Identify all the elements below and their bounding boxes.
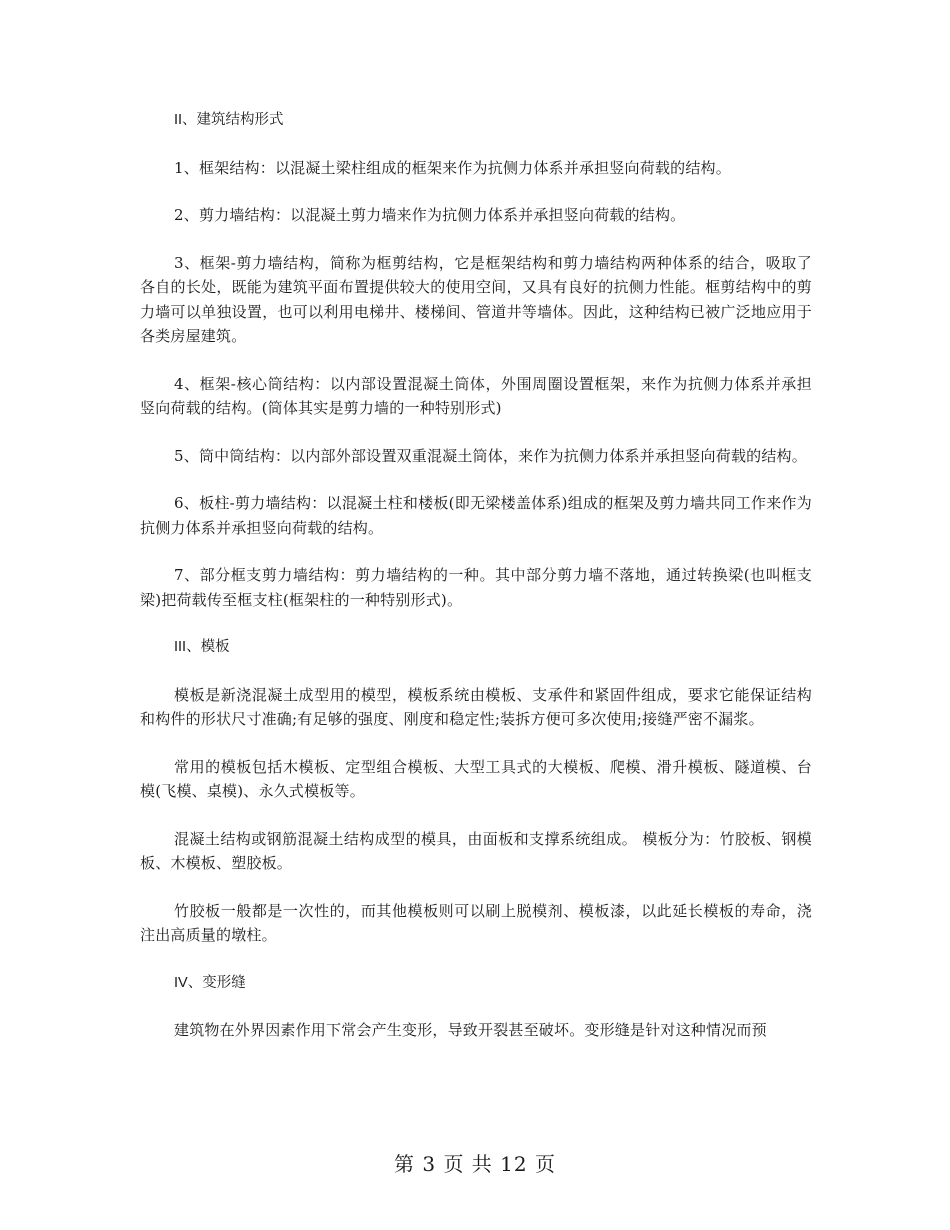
paragraph-frame-structure: 1、框架结构：以混凝土梁柱组成的框架来作为抗侧力体系并承担竖向荷载的结构。 (174, 158, 731, 177)
paragraph-frame-core-tube: 4、框架-核心筒结构：以内部设置混凝土筒体，外围周圈设置框架，来作为抗侧力体系并承担竖向荷载的结构。(筒体其实是剪力墙的一种特别形式) (140, 374, 812, 417)
section-heading-deformation-joint: IV、变形缝 (174, 974, 246, 991)
paragraph-shear-wall-structure: 2、剪力墙结构：以混凝土剪力墙来作为抗侧力体系并承担竖向荷载的结构。 (174, 206, 686, 224)
paragraph-frame-shear-wall: 3、框架-剪力墙结构，简称为框剪结构，它是框架结构和剪力墙结构两种体系的结合，吸取了各自的长处，既能为建筑平面布置提供较大的使用空间，又具有良好的抗侧力性能。框剪结构中的剪力墙可以单独设置，也可以利用电梯井、楼梯间、管道井等墙体。因此，这种结构已被广泛地应用于各类房屋建筑。 (140, 253, 812, 345)
page-content (140, 108, 812, 1066)
paragraph-formwork-types: 常用的模板包括木模板、定型组合模板、大型工具式的大模板、爬模、滑升模板、隧道模、台模(飞模、桌模)、永久式模板等。 (140, 757, 812, 800)
paragraph-deformation-joint: 建筑物在外界因素作用下常会产生变形，导致开裂甚至破坏。变形缝是针对这种情况而预 (174, 1021, 767, 1039)
paragraph-slab-column-shear-wall: 6、板柱-剪力墙结构：以混凝土柱和楼板(即无梁楼盖体系)组成的框架及剪力墙共同工作来作为抗侧力体系并承担竖向荷载的结构。 (140, 494, 812, 537)
paragraph-formwork-definition: 模板是新浇混凝土成型用的模型，模板系统由模板、支承件和紧固件组成，要求它能保证结构和构件的形状尺寸准确;有足够的强度、刚度和稳定性;装拆方便可多次使用;接缝严密不漏浆。 (140, 685, 812, 728)
section-heading-structure-forms: II、建筑结构形式 (174, 112, 284, 128)
paragraph-partial-frame-supported: 7、部分框支剪力墙结构：剪力墙结构的一种。其中部分剪力墙不落地，通过转换梁(也叫框支梁)把荷载传至框支柱(框架柱的一种特别形式)。 (140, 566, 812, 609)
paragraph-bamboo-plywood: 竹胶板一般都是一次性的，而其他模板则可以刷上脱模剂、模板漆，以此延长模板的寿命，浇注出高质量的墩柱。 (140, 901, 812, 944)
page-number-footer: 第 3 页 共 12 页 (394, 1152, 556, 1176)
section-heading-formwork: III、模板 (174, 639, 230, 655)
paragraph-formwork-classification: 混凝土结构或钢筋混凝土结构成型的模具，由面板和支撑系统组成。 模板分为：竹胶板、钢模板、木模板、塑胶板。 (140, 829, 812, 872)
paragraph-tube-in-tube: 5、筒中筒结构：以内部外部设置双重混凝土筒体，来作为抗侧力体系并承担竖向荷载的结构。 (174, 446, 807, 465)
